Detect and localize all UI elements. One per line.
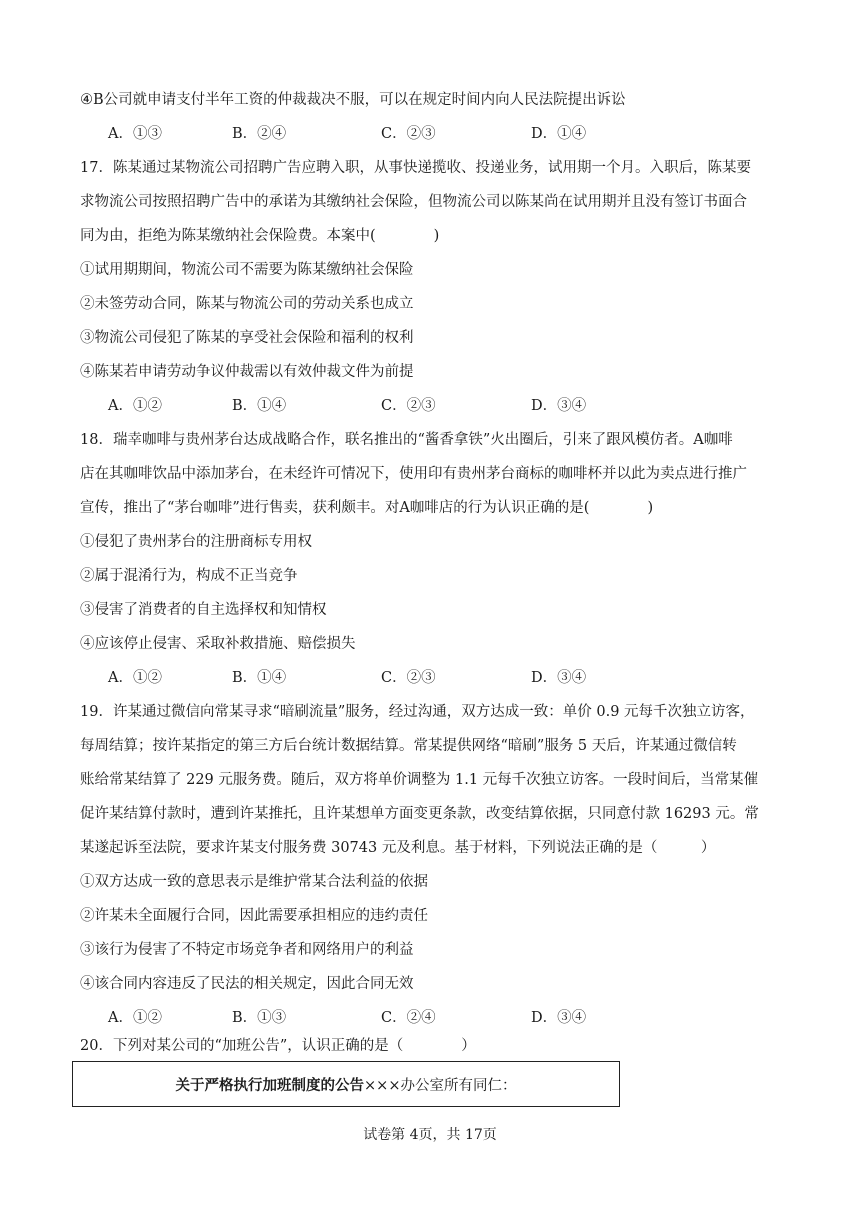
q18-stem-line-1: 18．瑞幸咖啡与贵州茅台达成战略合作，联名推出的“酱香拿铁”火出圈后，引来了跟风模仿者。A咖啡 — [80, 432, 733, 448]
q17-item-2: ②未签劳动合同，陈某与物流公司的劳动关系也成立 — [80, 296, 414, 312]
notice-title: 关于严格执行加班制度的公告 — [175, 1076, 365, 1094]
notice-box — [72, 1061, 620, 1107]
q19-item-2: ②许某未全面履行合同，因此需要承担相应的违约责任 — [80, 908, 428, 924]
q17-stem-line-1: 17．陈某通过某物流公司招聘广告应聘入职，从事快递揽收、投递业务，试用期一个月。入职后，陈某要 — [80, 160, 751, 176]
q19-stem-line-2: 每周结算；按许某指定的第三方后台统计数据结算。常某提供网络“暗刷”服务 5 天后，许某通过微信转 — [80, 738, 737, 754]
q18-stem-line-3: 宣传，推出了“茅台咖啡”进行售卖，获利颇丰。对A咖啡店的行为认识正确的是( ) — [80, 500, 654, 516]
notice-greeting: ×××办公室所有同仁： — [364, 1077, 517, 1094]
option-a: A．①② — [108, 398, 162, 414]
q19-stem-line-4: 促许某结算付款时，遭到许某推托，且许某想单方面变更条款，改变结算依据，只同意付款 16293 元。常 — [80, 806, 759, 822]
option-c: C．②③ — [381, 398, 436, 414]
q19-stem-line-3: 账给常某结算了 229 元服务费。随后，双方将单价调整为 1.1 元每千次独立访客。一段时间后，当常某催 — [80, 772, 759, 788]
option-d: D．③④ — [531, 670, 587, 686]
option-a: A．①③ — [108, 126, 162, 142]
q19-stem-line-5: 某遂起诉至法院，要求许某支付服务费 30743 元及利息。基于材料，下列说法正确的是（ ） — [80, 840, 716, 856]
option-d: D．③④ — [531, 1010, 587, 1026]
option-c: C．②③ — [381, 670, 436, 686]
option-d: D．①④ — [531, 126, 587, 142]
option-b: B．②④ — [232, 126, 287, 142]
q17-stem-line-2: 求物流公司按照招聘广告中的承诺为其缴纳社会保险，但物流公司以陈某尚在试用期并且没有签订书面合 — [80, 194, 747, 210]
q16-item-4: ④B公司就申请支付半年工资的仲裁裁决不服，可以在规定时间内向人民法院提出诉讼 — [80, 92, 626, 108]
q20-stem: 20．下列对某公司的“加班公告”，认识正确的是（ ） — [80, 1038, 476, 1054]
option-c: C．②③ — [381, 126, 436, 142]
q19-stem-line-1: 19．许某通过微信向常某寻求“暗刷流量”服务，经过沟通，双方达成一致：单价 0.9 元每千次独立访客， — [80, 704, 755, 720]
option-b: B．①③ — [232, 1010, 287, 1026]
q17-item-1: ①试用期期间，物流公司不需要为陈某缴纳社会保险 — [80, 262, 414, 278]
q17-stem-line-3: 同为由，拒绝为陈某缴纳社会保险费。本案中( ) — [80, 228, 440, 244]
option-c: C．②④ — [381, 1010, 436, 1026]
q19-item-4: ④该合同内容违反了民法的相关规定，因此合同无效 — [80, 976, 414, 992]
q18-item-1: ①侵犯了贵州茅台的注册商标专用权 — [80, 534, 312, 550]
q18-item-3: ③侵害了消费者的自主选择权和知情权 — [80, 602, 327, 618]
q18-item-2: ②属于混淆行为，构成不正当竞争 — [80, 568, 298, 584]
q17-item-4: ④陈某若申请劳动争议仲裁需以有效仲裁文件为前提 — [80, 364, 414, 380]
option-a: A．①② — [108, 1010, 162, 1026]
option-d: D．③④ — [531, 398, 587, 414]
q18-item-4: ④应该停止侵害、采取补救措施、赔偿损失 — [80, 636, 356, 652]
option-a: A．①② — [108, 670, 162, 686]
q17-item-3: ③物流公司侵犯了陈某的享受社会保险和福利的权利 — [80, 330, 414, 346]
q19-item-3: ③该行为侵害了不特定市场竞争者和网络用户的利益 — [80, 942, 414, 958]
q19-item-1: ①双方达成一致的意思表示是维护常某合法利益的依据 — [80, 874, 428, 890]
q18-stem-line-2: 店在其咖啡饮品中添加茅台，在未经许可情况下，使用印有贵州茅台商标的咖啡杯并以此为卖点进行推广 — [80, 466, 747, 482]
option-b: B．①④ — [232, 670, 287, 686]
option-b: B．①④ — [232, 398, 287, 414]
page-footer: 试卷第 4页，共 17页 — [363, 1127, 497, 1143]
